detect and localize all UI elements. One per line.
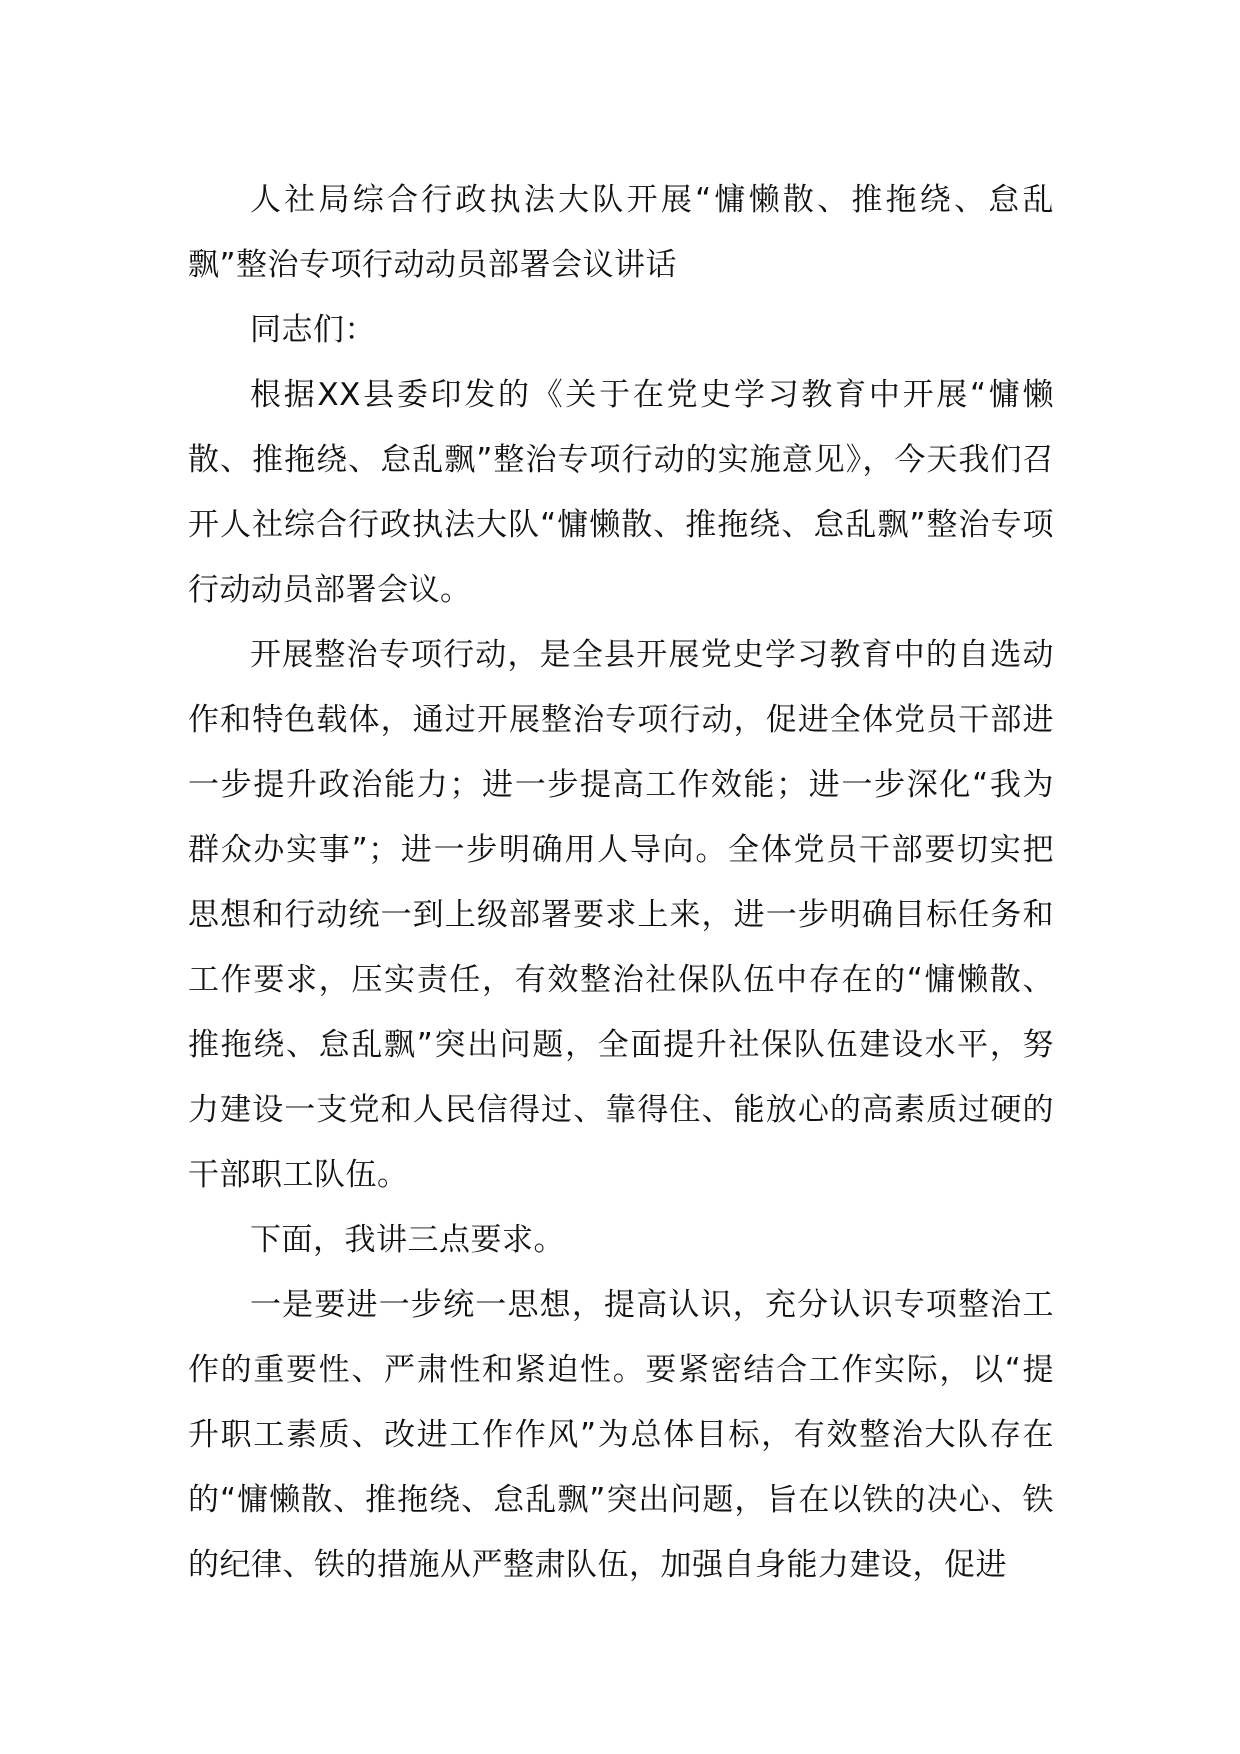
paragraph-1: 根据XX县委印发的《关于在党史学习教育中开展“慵懒散、推拖绕、怠乱飘”整治专项行动的实施意见》，今天我们召开人社综合行政执法大队“慵懒散、推拖绕、怠乱飘”整治专项行动动员部署会议。 — [188, 377, 1055, 608]
paragraph-2: 开展整治专项行动，是全县开展党史学习教育中的自选动作和特色载体，通过开展整治专项行动，促进全体党员干部进一步提升政治能力；进一步提高工作效能；进一步深化“我为群众办实事”；进一步明确用人导向。全体党员干部要切实把思想和行动统一到上级部署要求上来，进一步明确目标任务和工作要求，压实责任，有效整治社保队伍中存在的“慵懒散、推拖绕、怠乱飘”突出问题，全面提升社保队伍建设水平，努力建设一支党和人民信得过、靠得住、能放心的高素质过硬的干部职工队伍。 — [188, 637, 1054, 1193]
document-title: 人社局综合行政执法大队开展“慵懒散、推拖绕、怠乱飘”整治专项行动动员部署会议讲话 — [188, 182, 1054, 283]
salutation: 同志们： — [250, 312, 376, 348]
document-body — [188, 168, 1054, 1598]
paragraph-4: 一是要进一步统一思想，提高认识，充分认识专项整治工作的重要性、严肃性和紧迫性。要紧密结合工作实际，以“提升职工素质、改进工作作风”为总体目标，有效整治大队存在的“慵懒散、推拖绕、怠乱飘”突出问题，旨在以铁的决心、铁的纪律、铁的措施从严整肃队伍，加强自身能力建设，促进 — [188, 1287, 1054, 1583]
paragraph-3: 下面，我讲三点要求。 — [250, 1222, 565, 1258]
